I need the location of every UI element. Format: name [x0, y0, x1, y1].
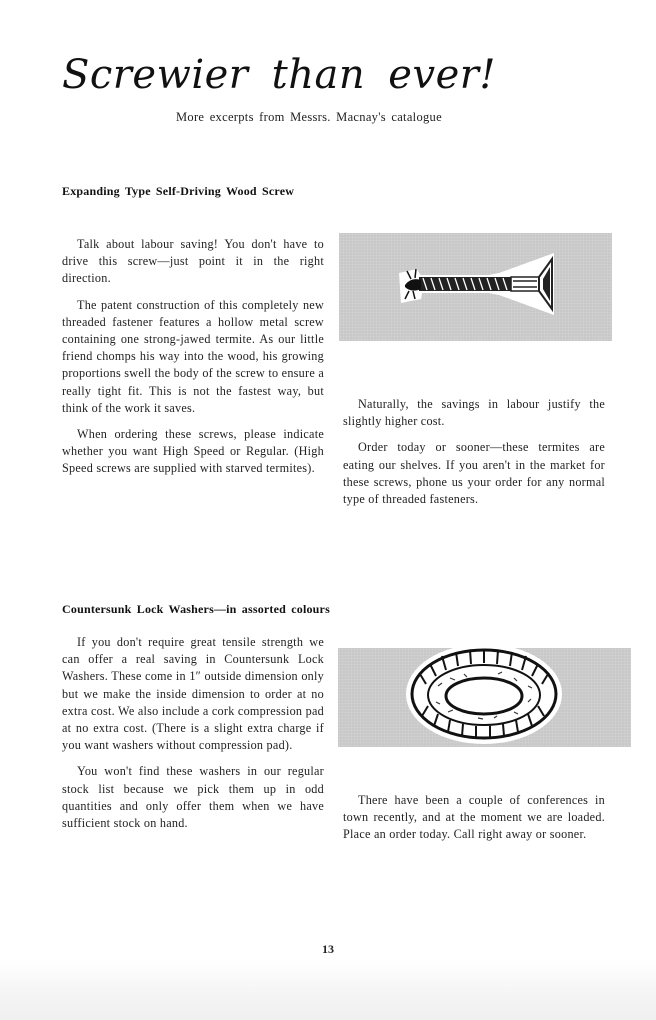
paragraph: Talk about labour saving! You don't have to drive this screw—just point it in the right direction.: [62, 237, 324, 286]
wood-screw-icon: [339, 233, 612, 341]
section-heading-lock-washers: Countersunk Lock Washers—in assorted colours: [62, 602, 330, 616]
section-1-left-column: [62, 236, 324, 487]
paragraph: If you don't require great tensile strength we can offer a real saving in Countersunk Lock Washers. These come in 1″ outside dimension only but we make the inside dimension to order at no extra cost. We also include a cork compression pad at no extra cost. (There is a slight extra charge if you want washers without compression pad).: [62, 635, 324, 753]
paragraph: When ordering these screws, please indicate whether you want High Speed or Regular. (High Speed screws are supplied with starved termites).: [62, 427, 324, 476]
paragraph: Order today or sooner—these termites are eating our shelves. If you aren't in the market for these screws, phone us your order for any normal type of threaded fasteners.: [343, 440, 605, 507]
section-2-left-column: [62, 634, 324, 841]
page-subtitle: More excerpts from Messrs. Macnay's catalogue: [176, 110, 442, 124]
lock-washer-icon: [338, 634, 631, 764]
page-footer-shade: [0, 960, 656, 1020]
lock-washer-illustration: [338, 648, 631, 747]
section-2-right-column: [343, 792, 605, 853]
paragraph: Naturally, the savings in labour justify the slightly higher cost.: [343, 397, 605, 429]
page-number: 13: [322, 942, 334, 956]
page-title: Screwier than ever!: [62, 52, 496, 98]
paragraph: You won't find these washers in our regular stock list because we pick them up in odd quantities and only offer them when we have sufficient stock on hand.: [62, 764, 324, 831]
section-heading-wood-screw: Expanding Type Self-Driving Wood Screw: [62, 184, 295, 198]
paragraph: The patent construction of this completely new threaded fastener features a hollow metal screw containing one strong-jawed termite. As our little friend chomps his way into the wood, his growing proportions swell the body of the screw to ensure a really tight fit. This is not the fastest way, but think of the work it saves.: [62, 297, 324, 415]
wood-screw-illustration: [339, 233, 612, 341]
section-1-right-column: [343, 396, 605, 517]
paragraph: There have been a couple of conferences in town recently, and at the moment we are loaded. Place an order today. Call right away or sooner.: [343, 793, 605, 842]
